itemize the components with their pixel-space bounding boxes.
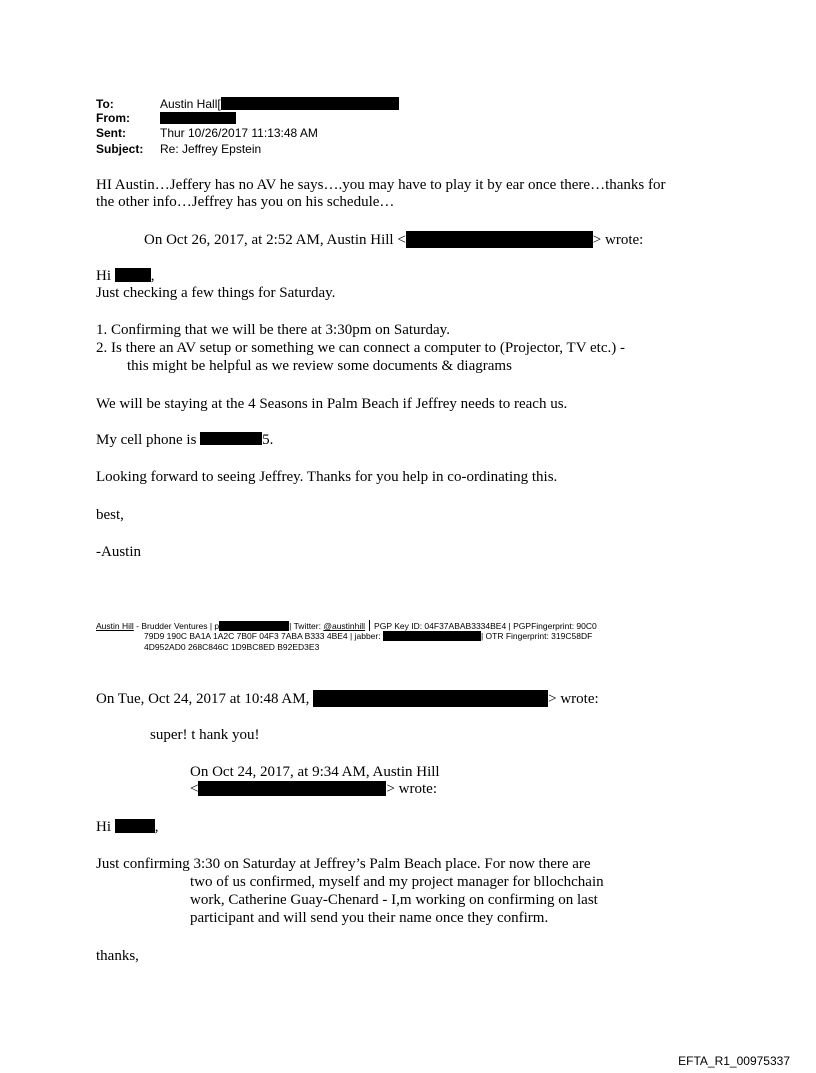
quote1-item-2-cont: this might be helpful as we review some documents & diagrams [127, 358, 512, 374]
redaction-block [115, 819, 155, 833]
quote3-body-4: participant and will send you their name once they confirm. [190, 910, 549, 926]
cell-end: 5. [262, 432, 274, 448]
sent-label: Sent: [96, 126, 126, 140]
to-label: To: [96, 97, 114, 111]
quote3-body-1: Just confirming 3:30 on Saturday at Jeffrey’s Palm Beach place. For now there are [96, 856, 591, 872]
signature-line-1 [96, 620, 597, 631]
attribution-text: On Oct 26, 2017, at 2:52 AM, Austin Hill < [144, 232, 406, 248]
quote1-closing: best, [96, 507, 124, 523]
divider [369, 620, 370, 631]
quote2-message: super! t hank you! [150, 727, 260, 743]
subject-value: Re: Jeffrey Epstein [160, 142, 262, 156]
greeting-comma: , [154, 819, 159, 835]
attribution-text: On Tue, Oct 24, 2017 at 10:48 AM, [96, 691, 314, 707]
quote1-staying: We will be staying at the 4 Seasons in Palm Beach if Jeffrey needs to reach us. [96, 396, 568, 412]
redaction-block [219, 621, 289, 631]
quote1-greeting [96, 268, 155, 285]
sent-value: Thur 10/26/2017 11:13:48 AM [160, 126, 318, 140]
redaction-block [200, 432, 262, 445]
signature-line-3: 4D952AD0 268C846C 1D9BC8ED B92ED3E3 [144, 642, 320, 652]
quote3-attribution-2 [190, 781, 437, 798]
greeting-text: Hi [96, 819, 115, 835]
subject-label: Subject: [96, 142, 144, 156]
redaction-block [313, 690, 548, 707]
quote3-closing: thanks, [96, 948, 139, 964]
redaction-block [221, 97, 399, 110]
attribution-wrote: > wrote: [386, 781, 437, 797]
quote1-looking: Looking forward to seeing Jeffrey. Thanks for you help in co-ordinating this. [96, 469, 558, 485]
name-link[interactable]: Austin Hill [96, 621, 134, 631]
redaction-block [383, 631, 481, 641]
fingerprint-text: 79D9 190C BA1A 1A2C 7B0F 04F3 7ABA B333 4BE4 | jabber: [144, 631, 383, 641]
company-text: - Brudder Ventures | p [133, 621, 220, 631]
otr-text: | OTR Fingerprint: 319C58DF [480, 631, 593, 641]
quote3-attribution-1: On Oct 24, 2017, at 9:34 AM, Austin Hill [190, 764, 440, 780]
pgp-text: PGP Key ID: 04F37ABAB3334BE4 | PGPFingerprint: 90C0 [374, 621, 597, 631]
quote1-attribution [144, 231, 643, 249]
twitter-label: | Twitter: [289, 621, 324, 631]
attribution-wrote: > wrote: [592, 232, 644, 248]
quote2-attribution [96, 690, 599, 708]
redaction-block [406, 231, 593, 248]
to-name: Austin Hall[ [160, 97, 221, 111]
from-label: From: [96, 111, 130, 125]
quote1-intro: Just checking a few things for Saturday. [96, 285, 336, 301]
redaction-block [160, 112, 236, 124]
twitter-link[interactable]: @austinhill [323, 621, 366, 631]
signature-line-2 [144, 631, 592, 641]
quote3-greeting [96, 819, 159, 836]
cell-text: My cell phone is [96, 432, 201, 448]
greeting-comma: , [150, 268, 155, 284]
quote3-body-2: two of us confirmed, myself and my project manager for bllochchain [190, 874, 604, 890]
attribution-bracket: < [190, 781, 199, 797]
redaction-block [198, 781, 386, 796]
quote1-item-2: 2. Is there an AV setup or something we can connect a computer to (Projector, TV etc.) - [96, 340, 625, 356]
document-id: EFTA_R1_00975337 [678, 1054, 790, 1068]
quote1-signoff: -Austin [96, 544, 141, 560]
reply-line-2: the other info…Jeffrey has you on his schedule… [96, 194, 395, 210]
redaction-block [115, 268, 151, 282]
quote1-item-1: 1. Confirming that we will be there at 3:30pm on Saturday. [96, 322, 450, 338]
from-value [160, 111, 236, 125]
reply-line-1: HI Austin…Jeffery has no AV he says….you may have to play it by ear once there…thanks for [96, 177, 666, 193]
greeting-text: Hi [96, 268, 115, 284]
quote3-body-3: work, Catherine Guay-Chenard - I,m working on confirming on last [190, 892, 598, 908]
to-value [160, 97, 399, 111]
quote1-cell [96, 432, 273, 449]
attribution-wrote: > wrote: [548, 691, 599, 707]
